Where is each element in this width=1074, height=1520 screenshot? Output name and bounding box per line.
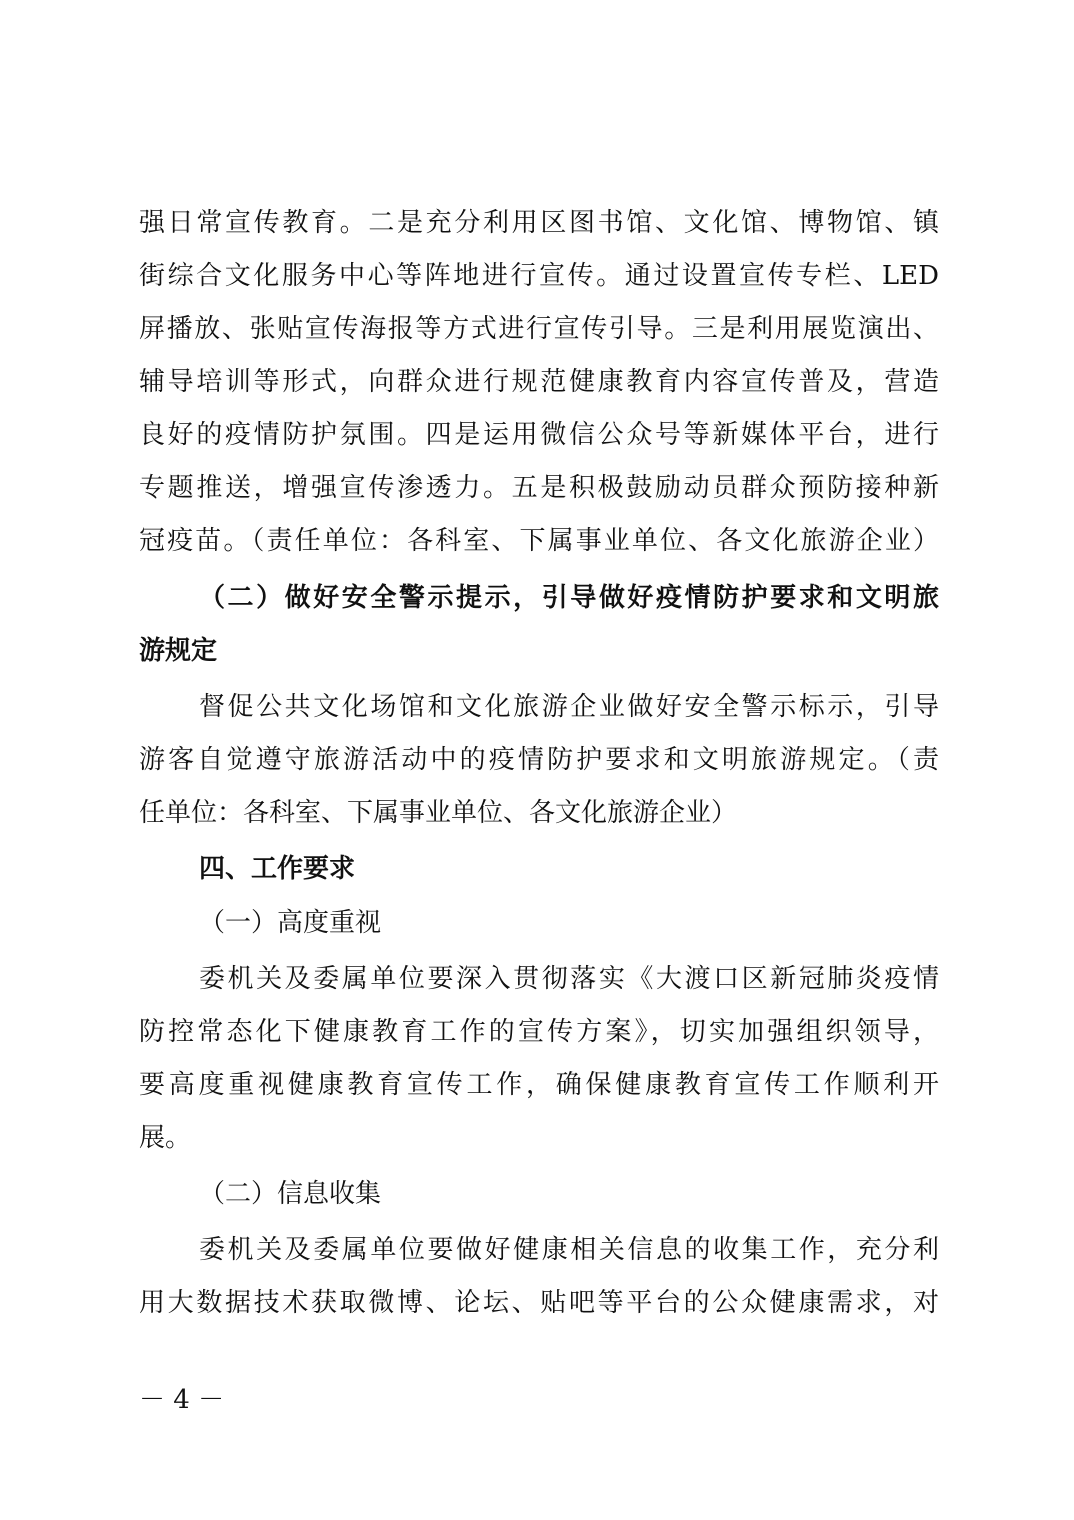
subsection-heading-line: 游规定	[139, 636, 218, 666]
subsection-heading: （一）高度重视	[199, 908, 382, 938]
paragraph-first-line: 督促公共文化场馆和文化旅游企业做好安全警示标示，引导	[199, 692, 939, 722]
text-line: 屏播放、张贴宣传海报等方式进行宣传引导。三是利用展览演出、	[139, 314, 939, 344]
text-line: 辅导培训等形式，向群众进行规范健康教育内容宣传普及，营造	[139, 367, 939, 397]
text-line: 冠疫苗。（责任单位：各科室、下属事业单位、各文化旅游企业）	[139, 526, 939, 556]
page-number: － 4 －	[139, 1385, 225, 1415]
paragraph-first-line: 委机关及委属单位要深入贯彻落实《大渡口区新冠肺炎疫情	[199, 964, 939, 994]
text-line: 要高度重视健康教育宣传工作，确保健康教育宣传工作顺利开	[139, 1070, 939, 1100]
document-page	[139, 0, 939, 1520]
text-line: 任单位：各科室、下属事业单位、各文化旅游企业）	[139, 798, 738, 828]
text-line: 强日常宣传教育。二是充分利用区图书馆、文化馆、博物馆、镇	[139, 208, 939, 238]
subsection-heading: （二）信息收集	[199, 1179, 382, 1209]
text-line: 展。	[139, 1123, 192, 1153]
text-line: 游客自觉遵守旅游活动中的疫情防护要求和文明旅游规定。（责	[139, 745, 939, 775]
text-line: 专题推送，增强宣传渗透力。五是积极鼓励动员群众预防接种新	[139, 473, 939, 503]
subsection-heading-line: （二）做好安全警示提示，引导做好疫情防护要求和文明旅	[199, 583, 939, 613]
text-line: 防控常态化下健康教育工作的宣传方案》，切实加强组织领导，	[139, 1017, 939, 1047]
text-line: 用大数据技术获取微博、论坛、贴吧等平台的公众健康需求，对	[139, 1288, 939, 1318]
text-line: 街综合文化服务中心等阵地进行宣传。通过设置宣传专栏、LED	[139, 261, 939, 291]
section-heading: 四、工作要求	[199, 854, 356, 884]
text-line: 良好的疫情防护氛围。四是运用微信公众号等新媒体平台，进行	[139, 420, 939, 450]
paragraph-first-line: 委机关及委属单位要做好健康相关信息的收集工作，充分利	[199, 1235, 939, 1265]
